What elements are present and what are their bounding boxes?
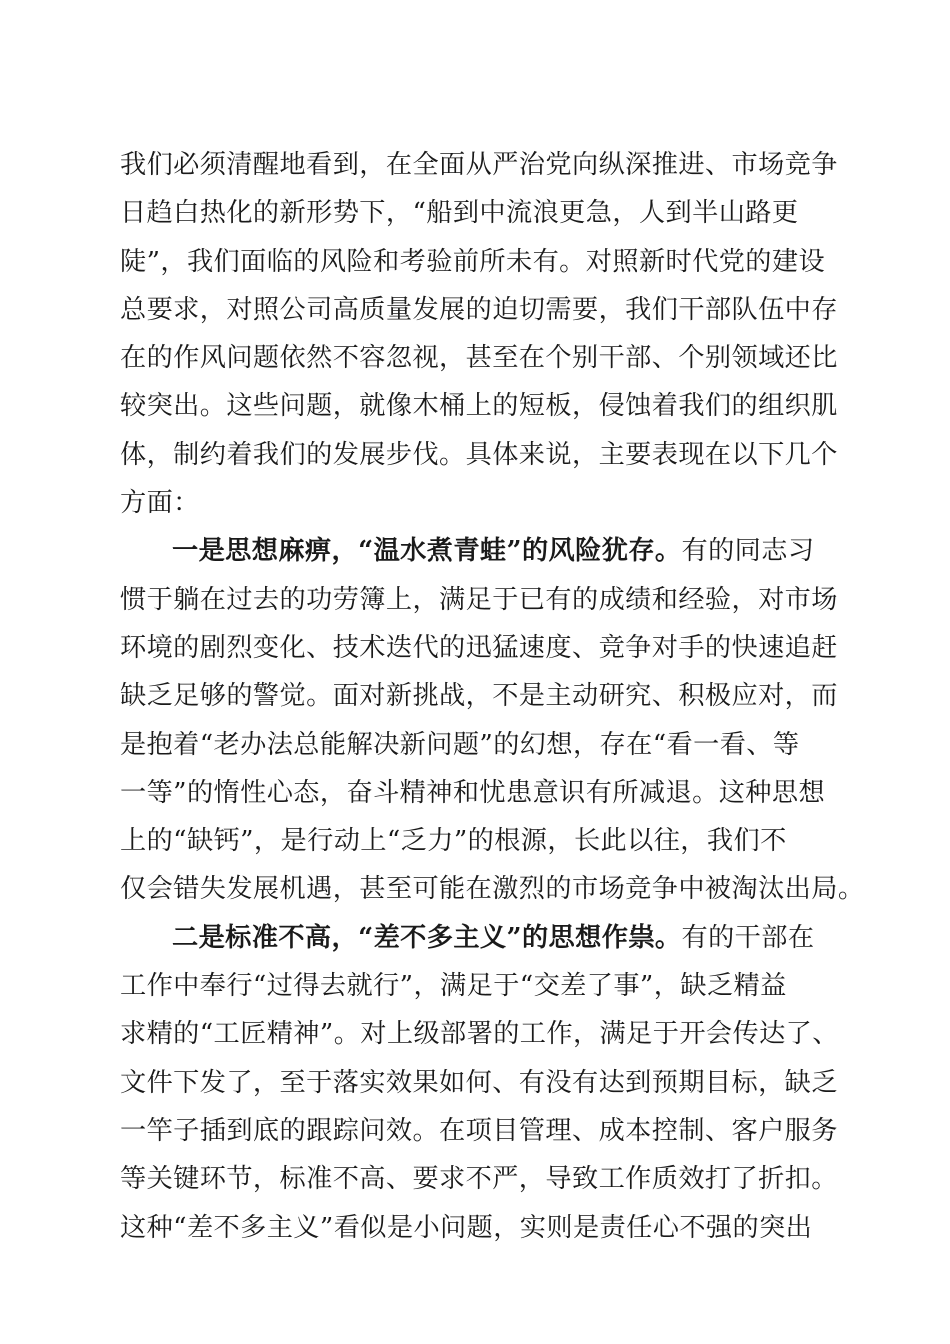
text-line: 我们必须清醒地看到，在全面从严治党向纵深推进、市场竞争: [120, 150, 838, 180]
text-line: 在的作风问题依然不容忽视，甚至在个别干部、个别领域还比: [120, 343, 838, 374]
paragraph-first-line: [120, 527, 830, 575]
text-line: 文件下发了，至于落实效果如何、有没有达到预期目标，缺乏: [120, 1067, 838, 1098]
text-line: 上的“缺钙”，是行动上“乏力”的根源，长此以往，我们不: [120, 826, 787, 857]
text-line: 陡”，我们面临的风险和考验前所未有。对照新时代党的建设: [120, 246, 826, 277]
paragraph-first-line: [120, 914, 830, 962]
paragraph-point-two: [120, 914, 839, 1252]
text-line: 这种“差不多主义”看似是小问题，实则是责任心不强的突出: [120, 1212, 813, 1243]
text-line: 方面：: [120, 488, 200, 519]
text-line: 求精的“工匠精神”。对上级部署的工作，满足于开会传达了、: [120, 1019, 839, 1050]
text-line: 日趋白热化的新形势下，“船到中流浪更急，人到半山路更: [120, 198, 799, 229]
text-line: 工作中奉行“过得去就行”，满足于“交差了事”，缺乏精益: [120, 971, 787, 1002]
text-line: 缺乏足够的警觉。面对新挑战，不是主动研究、积极应对，而: [120, 681, 838, 712]
paragraph-heading: 二是标准不高，“差不多主义”的思想作祟。: [172, 921, 682, 953]
text-fragment: 有的同志习: [681, 536, 815, 567]
document-body: [120, 141, 865, 1252]
text-line: 一竿子插到底的跟踪问效。在项目管理、成本控制、客户服务: [120, 1115, 838, 1146]
text-fragment: 有的干部在: [681, 922, 815, 953]
paragraph-heading: 一是思想麻痹，“温水煮青蛙”的风险犹存。: [172, 535, 682, 567]
text-line: 较突出。这些问题，就像木桶上的短板，侵蚀着我们的组织肌: [120, 391, 838, 422]
paragraph-situation: [120, 141, 838, 527]
text-line: 环境的剧烈变化、技术迭代的迅猛速度、竞争对手的快速追赶: [120, 632, 838, 663]
text-line: 是抱着“老办法总能解决新问题”的幻想，存在“看一看、等: [120, 729, 800, 760]
text-line: 惯于躺在过去的功劳簿上，满足于已有的成绩和经验，对市场: [120, 584, 838, 615]
text-line: 总要求，对照公司高质量发展的迫切需要，我们干部队伍中存: [120, 294, 838, 325]
paragraph-point-one: [120, 527, 865, 913]
text-line: 仅会错失发展机遇，甚至可能在激烈的市场竞争中被淘汰出局。: [120, 874, 865, 905]
text-line: 体，制约着我们的发展步伐。具体来说，主要表现在以下几个: [120, 439, 838, 470]
text-line: 一等”的惰性心态，奋斗精神和忧患意识有所减退。这种思想: [120, 777, 826, 808]
text-line: 等关键环节，标准不高、要求不严，导致工作质效打了折扣。: [120, 1164, 838, 1195]
